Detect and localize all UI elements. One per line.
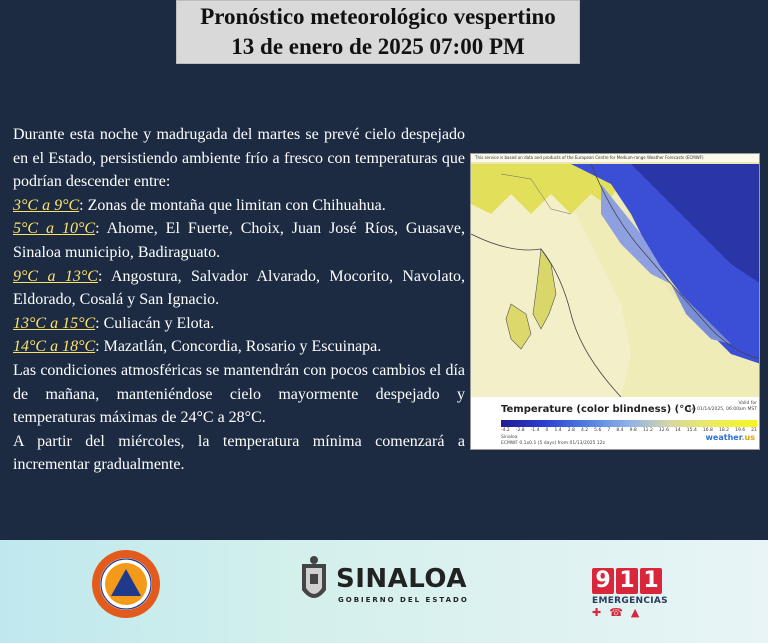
digit: 1 xyxy=(616,568,638,594)
range-value: 14°C a 18°C xyxy=(13,338,96,356)
legend-tick: 21 xyxy=(751,428,757,433)
page-title-box xyxy=(176,0,580,64)
source-region: Sinaloa xyxy=(501,435,518,440)
emergency-services-icons: ✚☎▲ xyxy=(592,606,648,619)
source-model: ECMWF 0.1x0.1 (5 days) from 01/13/2025 12z xyxy=(501,441,605,446)
range-value: 13°C a 15°C xyxy=(13,314,96,332)
sinaloa-emblem-icon xyxy=(296,554,332,610)
legend-tick: 19.6 xyxy=(735,428,746,433)
legend-tick: 16.8 xyxy=(702,428,713,433)
legend-tick: 7 xyxy=(607,428,611,433)
temperature-map-panel xyxy=(470,153,760,450)
range-item xyxy=(13,194,465,218)
range-areas: : Mazatlán, Concordia, Rosario y Escuinapa. xyxy=(95,338,382,356)
state-name: SINALOA xyxy=(336,564,467,594)
legend-valid-time xyxy=(688,401,757,413)
map-attribution: This service is based on data and products of the European Centre for Medium-range Weather Forecasts (ECMWF) xyxy=(471,154,760,162)
footer-banner xyxy=(0,540,768,643)
range-item xyxy=(13,217,465,264)
valid-label: Valid for xyxy=(738,401,757,406)
sinaloa-government-logo xyxy=(296,554,471,614)
range-item xyxy=(13,312,465,336)
range-areas: : Ahome, El Fuerte, Choix, Juan José Ríos, Guasave, Sinaloa municipio, Badiraguato. xyxy=(13,220,466,261)
legend-tick: 4.2 xyxy=(580,428,589,433)
forecast-intro: Durante esta noche y madrugada del martes se prevé cielo despejado en el Estado, persistiendo ambiente frío a fresco con temperaturas que podrían descender entre: xyxy=(13,126,465,191)
temperature-map xyxy=(471,154,760,397)
range-value: 3°C a 9°C xyxy=(13,196,80,214)
range-item xyxy=(13,335,465,359)
legend-tick: -4.2 xyxy=(501,428,510,433)
legend-tick: 9.8 xyxy=(629,428,637,433)
range-item xyxy=(13,265,465,312)
state-subtitle: GOBIERNO DEL ESTADO xyxy=(338,596,469,604)
map-legend xyxy=(471,397,760,450)
legend-tick: 14 xyxy=(675,428,681,433)
forecast-outlook: A partir del miércoles, la temperatura mínima comenzará a incrementar gradualmente. xyxy=(13,432,465,474)
range-value: 5°C a 10°C xyxy=(13,220,96,238)
legend-tick: -2.8 xyxy=(515,428,525,433)
legend-tick: 15.4 xyxy=(686,428,697,433)
legend-tick: -1.4 xyxy=(530,428,540,433)
legend-tick: 0 xyxy=(545,428,549,433)
legend-tick: 2.8 xyxy=(567,428,575,433)
digit: 9 xyxy=(592,568,614,594)
legend-tick: 1.4 xyxy=(554,428,562,433)
digit: 1 xyxy=(640,568,662,594)
emergencias-label: EMERGENCIAS xyxy=(592,596,668,606)
title-line-1: Pronóstico meteorológico vespertino xyxy=(200,4,556,29)
legend-tick: 18.2 xyxy=(718,428,730,433)
legend-tick: 12.6 xyxy=(658,428,669,433)
legend-source xyxy=(501,435,605,447)
range-areas: : Culiacán y Elota. xyxy=(95,314,215,332)
weather-us-logo: weather.us xyxy=(705,433,755,442)
valid-time: Tue 01/14/2025, 06:00am MST xyxy=(688,407,757,412)
legend-color-bar xyxy=(501,420,757,427)
range-areas: : Zonas de montaña que limitan con Chihuahua. xyxy=(79,196,386,214)
range-value: 9°C a 13°C xyxy=(13,267,98,285)
forecast-text xyxy=(13,123,465,477)
legend-tick: 5.6 xyxy=(594,428,602,433)
emergencias-911-logo xyxy=(592,568,672,628)
title-line-2: 13 de enero de 2025 07:00 PM xyxy=(231,34,525,59)
proteccion-civil-logo xyxy=(90,548,162,620)
legend-tick: 11.2 xyxy=(642,428,653,433)
legend-title: Temperature (color blindness) (°C) xyxy=(501,404,697,415)
legend-tick: 8.4 xyxy=(616,428,624,433)
range-areas: : Angostura, Salvador Alvarado, Mocorito, Navolato, Eldorado, Cosalá y San Ignacio. xyxy=(13,267,466,309)
forecast-conditions: Las condiciones atmosféricas se mantendrán con pocos cambios el día de mañana, manteniéndose cielo mayormente despejado y temperaturas máximas de 24°C a 28°C. xyxy=(13,361,465,427)
